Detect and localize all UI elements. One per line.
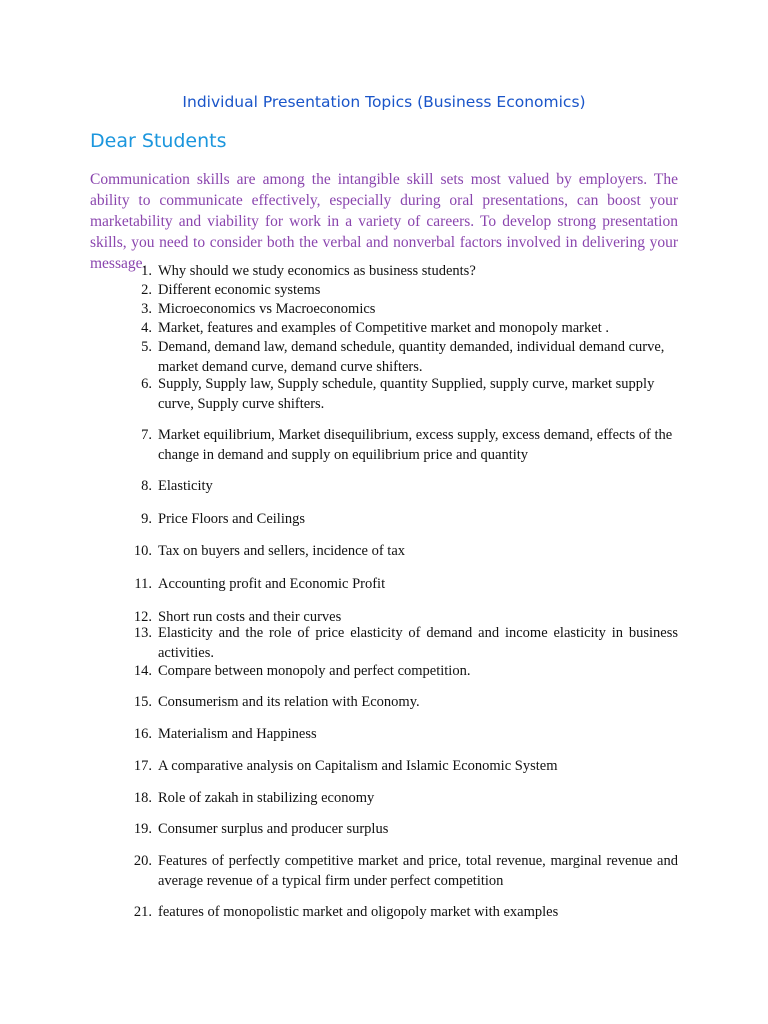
- list-item-number: 11.: [134, 576, 152, 592]
- list-item-text: Role of zakah in stabilizing economy: [158, 790, 375, 806]
- list-item-number: 21.: [133, 904, 152, 920]
- list-item-number: 14.: [133, 663, 152, 679]
- list-item-number: 3.: [141, 301, 152, 317]
- list-item-number: 19.: [133, 821, 152, 837]
- list-item-number: 10.: [133, 543, 152, 559]
- list-item-text: Consumerism and its relation with Economy.: [158, 694, 420, 710]
- list-item-text: Elasticity and the role of price elasticity of demand and income elasticity in business activities.: [158, 625, 678, 661]
- list-item-number: 1.: [141, 263, 152, 279]
- list-item-number: 2.: [141, 282, 152, 298]
- intro-paragraph: Communication skills are among the intangible skill sets most valued by employers. The ability to communicate effectively, especially during oral presentations, can boost your marketability and viability for work in a variety of careers. To develop strong presentation skills, you need to consider both the verbal and nonverbal factors involved in delivering your message.: [90, 171, 678, 272]
- list-item-text: Microeconomics vs Macroeconomics: [158, 301, 376, 317]
- list-item-text: features of monopolistic market and oligopoly market with examples: [158, 904, 559, 920]
- list-item-number: 5.: [141, 339, 152, 355]
- list-item-text: Features of perfectly competitive market and price, total revenue, marginal revenue and average revenue of a typical firm under perfect competition: [158, 853, 678, 889]
- list-item-number: 13.: [133, 625, 152, 641]
- list-item-text: Why should we study economics as business students?: [158, 263, 476, 279]
- salutation-heading: Dear Students: [90, 130, 227, 152]
- list-item-text: Accounting profit and Economic Profit: [158, 576, 386, 592]
- list-item-text: Price Floors and Ceilings: [158, 511, 306, 527]
- list-item-text: Market, features and examples of Competitive market and monopoly market .: [158, 320, 609, 336]
- list-item-text: Materialism and Happiness: [158, 726, 317, 742]
- list-item-number: 7.: [141, 427, 152, 443]
- list-item-text: Tax on buyers and sellers, incidence of tax: [158, 543, 406, 559]
- list-item-number: 9.: [141, 511, 152, 527]
- list-item-number: 18.: [133, 790, 152, 806]
- list-item-text: Short run costs and their curves: [158, 609, 342, 625]
- list-item-number: 15.: [133, 694, 152, 710]
- list-item-text: Consumer surplus and producer surplus: [158, 821, 389, 837]
- document-title: Individual Presentation Topics (Business Economics): [182, 93, 586, 111]
- list-item-text: Compare between monopoly and perfect competition.: [158, 663, 471, 679]
- list-item-number: 20.: [133, 853, 152, 869]
- list-item-number: 17.: [133, 758, 152, 774]
- list-item-text: Supply, Supply law, Supply schedule, quantity Supplied, supply curve, market supply curve, Supply curve shifters.: [158, 376, 655, 412]
- list-item-text: Different economic systems: [158, 282, 321, 298]
- list-item-text: A comparative analysis on Capitalism and Islamic Economic System: [158, 758, 558, 774]
- list-item-text: Market equilibrium, Market disequilibrium, excess supply, excess demand, effects of the change in demand and supply on equilibrium price and quantity: [158, 427, 673, 463]
- list-item-number: 12.: [133, 609, 152, 625]
- list-item-text: Elasticity: [158, 478, 213, 494]
- list-item-number: 16.: [133, 726, 152, 742]
- list-item-number: 6.: [141, 376, 152, 392]
- list-item-number: 8.: [141, 478, 152, 494]
- list-item-text: Demand, demand law, demand schedule, quantity demanded, individual demand curve, market demand curve, demand curve shifters.: [158, 339, 665, 375]
- list-item-number: 4.: [141, 320, 152, 336]
